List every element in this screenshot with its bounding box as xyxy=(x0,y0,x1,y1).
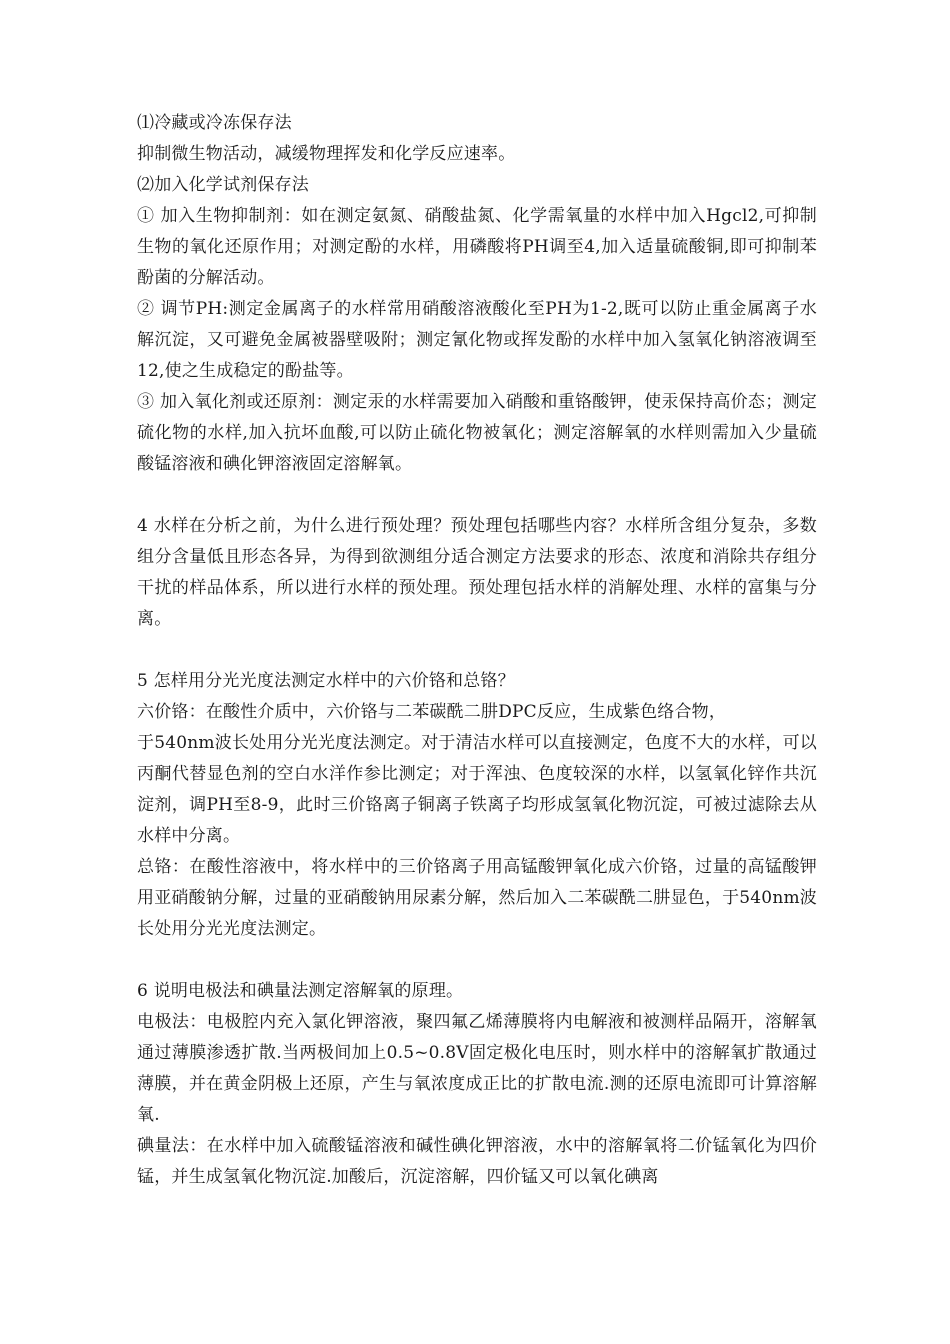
paragraph: ③ 加入氧化剂或还原剂：测定汞的水样需要加入硝酸和重铬酸钾，使汞保持高价态；测定硫化物的水样,加入抗坏血酸,可以防止硫化物被氧化；测定溶解氧的水样则需加入少量硫酸锰溶液和碘化钾溶液固定溶解氧。 xyxy=(137,392,817,474)
paragraph: 于540nm波长处用分光光度法测定。对于清洁水样可以直接测定，色度不大的水样，可以丙酮代替显色剂的空白水洋作参比测定；对于浑浊、色度较深的水样，以氢氧化锌作共沉淀剂，调PH至8-9，此时三价铬离子铜离子铁离子均形成氢氧化物沉淀，可被过滤除去从水样中分离。 xyxy=(137,733,817,846)
paragraph: 总铬：在酸性溶液中，将水样中的三价铬离子用高锰酸钾氧化成六价铬，过量的高锰酸钾用亚硝酸钠分解，过量的亚硝酸钠用尿素分解，然后加入二苯碳酰二肼显色，于540nm波长处用分光光度法测定。 xyxy=(137,857,817,939)
blank-line xyxy=(137,480,817,511)
paragraph: 电极法：电极腔内充入氯化钾溶液，聚四氟乙烯薄膜将内电解液和被测样品隔开，溶解氧通过薄膜渗透扩散.当两极间加上0.5~0.8V固定极化电压时，则水样中的溶解氧扩散通过薄膜，并在黄金阴极上还原，产生与氧浓度成正比的扩散电流.测的还原电流即可计算溶解氧. xyxy=(137,1012,817,1125)
question-5: 5 怎样用分光光度法测定水样中的六价铬和总铬？ xyxy=(137,671,515,691)
question-4: 4 水样在分析之前，为什么进行预处理？预处理包括哪些内容？水样所含组分复杂，多数组分含量低且形态各异，为得到欲测组分适合测定方法要求的形态、浓度和消除共存组分干扰的样品体系，所以进行水样的预处理。预处理包括水样的消解处理、水样的富集与分离。 xyxy=(137,516,817,629)
blank-line xyxy=(137,635,817,666)
paragraph: 六价铬：在酸性介质中，六价铬与二苯碳酰二肼DPC反应，生成紫色络合物， xyxy=(137,702,727,722)
paragraph: 抑制微生物活动，减缓物理挥发和化学反应速率。 xyxy=(137,144,516,164)
document-body xyxy=(137,108,817,1193)
paragraph: ② 调节PH:测定金属离子的水样常用硝酸溶液酸化至PH为1-2,既可以防止重金属离子水解沉淀，又可避免金属被器壁吸附；测定氰化物或挥发酚的水样中加入氢氧化钠溶液调至12,使之生成稳定的酚盐等。 xyxy=(137,299,817,381)
heading-cold-storage: ⑴冷藏或冷冻保存法 xyxy=(137,113,292,133)
question-6: 6 说明电极法和碘量法测定溶解氧的原理。 xyxy=(137,981,464,1001)
paragraph: 碘量法：在水样中加入硫酸锰溶液和碱性碘化钾溶液，水中的溶解氧将二价锰氧化为四价锰，并生成氢氧化物沉淀.加酸后，沉淀溶解，四价锰又可以氧化碘离 xyxy=(137,1136,817,1187)
heading-chemical-preservation: ⑵加入化学试剂保存法 xyxy=(137,175,309,195)
paragraph: ① 加入生物抑制剂：如在测定氨氮、硝酸盐氮、化学需氧量的水样中加入Hgcl2,可抑制生物的氧化还原作用；对测定酚的水样，用磷酸将PH调至4,加入适量硫酸铜,即可抑制苯酚菌的分解活动。 xyxy=(137,206,817,288)
blank-line xyxy=(137,945,817,976)
